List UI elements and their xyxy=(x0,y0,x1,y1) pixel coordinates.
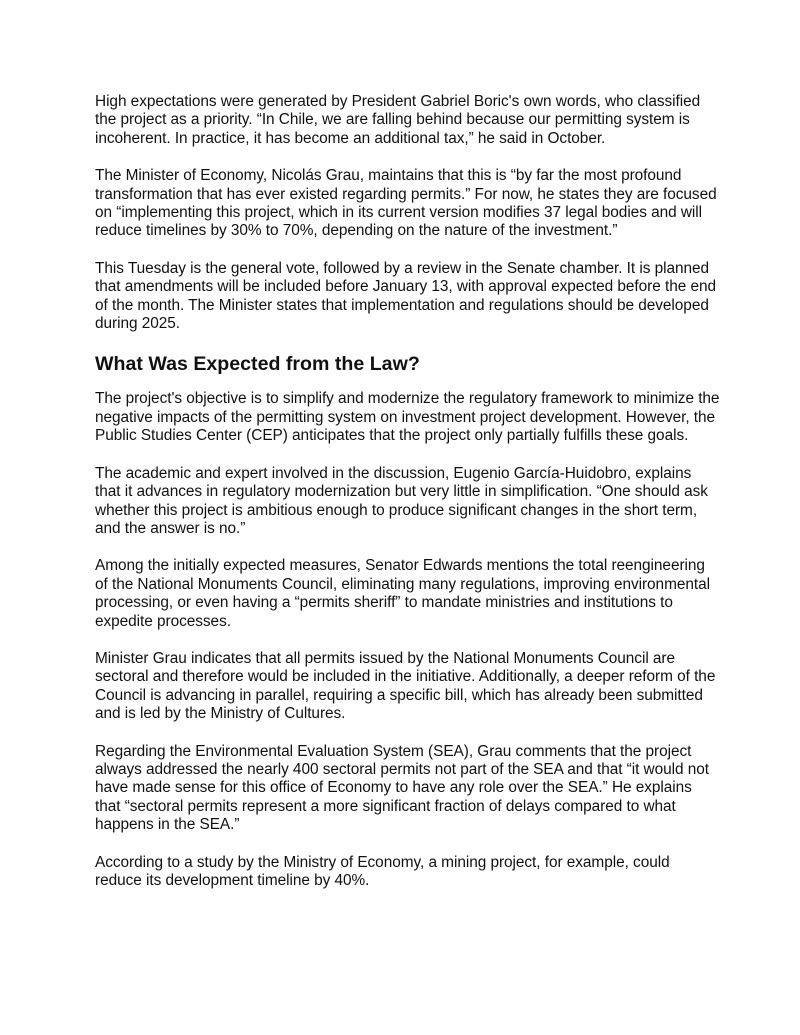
paragraph-expected-measures: Among the initially expected measures, Senator Edwards mentions the total reengineering of the National Monuments Council, eliminating many regulations, improving environmental processing, or even having a “permits sheriff” to mandate ministries and institutions to expedite processes. xyxy=(95,557,710,630)
paragraph-boric-expectations: High expectations were generated by President Gabriel Boric's own words, who classified the project as a priority. “In Chile, we are falling behind because our permitting system is incoherent. In practice, it has become an additional tax,” he said in October. xyxy=(95,93,701,147)
paragraph-mining-study: According to a study by the Ministry of Economy, a mining project, for example, could reduce its development timeline by 40%. xyxy=(95,853,670,889)
paragraph-monuments-council: Minister Grau indicates that all permits issued by the National Monuments Council are sectoral and therefore would be included in the initiative. Additionally, a deeper reform of the Council is advancing in parallel, requiring a specific bill, which has already been submitted and is led by the Ministry of Cultures. xyxy=(95,649,716,723)
paragraph-garcia-huidobro: The academic and expert involved in the discussion, Eugenio García-Huidobro, explains that it advances in regulatory modernization but very little in simplification. “One should ask whether this project is ambitious enough to produce significant changes in the short term, and the answer is no.” xyxy=(95,464,708,537)
paragraph-grau-transformation: The Minister of Economy, Nicolás Grau, maintains that this is “by far the most profound transformation that has ever existed regarding permits.” For now, he states they are focused on “implementing this project, which in its current version modifies 37 legal bodies and will reduce timelines by 30% to 70%, depending on the nature of the investment.” xyxy=(95,167,717,240)
section-heading: What Was Expected from the Law? xyxy=(95,353,420,376)
paragraph-general-vote: This Tuesday is the general vote, followed by a review in the Senate chamber. It is planned that amendments will be included before January 13, with approval expected before the end of the month. The Minister states that implementation and regulations should be developed during 2025. xyxy=(95,259,716,333)
paragraph-project-objective: The project's objective is to simplify and modernize the regulatory framework to minimize the negative impacts of the permitting system on investment project development. However, the Public Studies Center (CEP) anticipates that the project only partially fulfills these goals. xyxy=(95,390,720,445)
paragraph-sea-permits: Regarding the Environmental Evaluation System (SEA), Grau comments that the project always addressed the nearly 400 sectoral permits not part of the SEA and that “it would not have made sense for this office of Economy to have any role over the SEA.” He explains that “sectoral permits represent a more significant fraction of delays compared to what happens in the SEA.” xyxy=(95,742,709,834)
article-body xyxy=(95,93,720,909)
